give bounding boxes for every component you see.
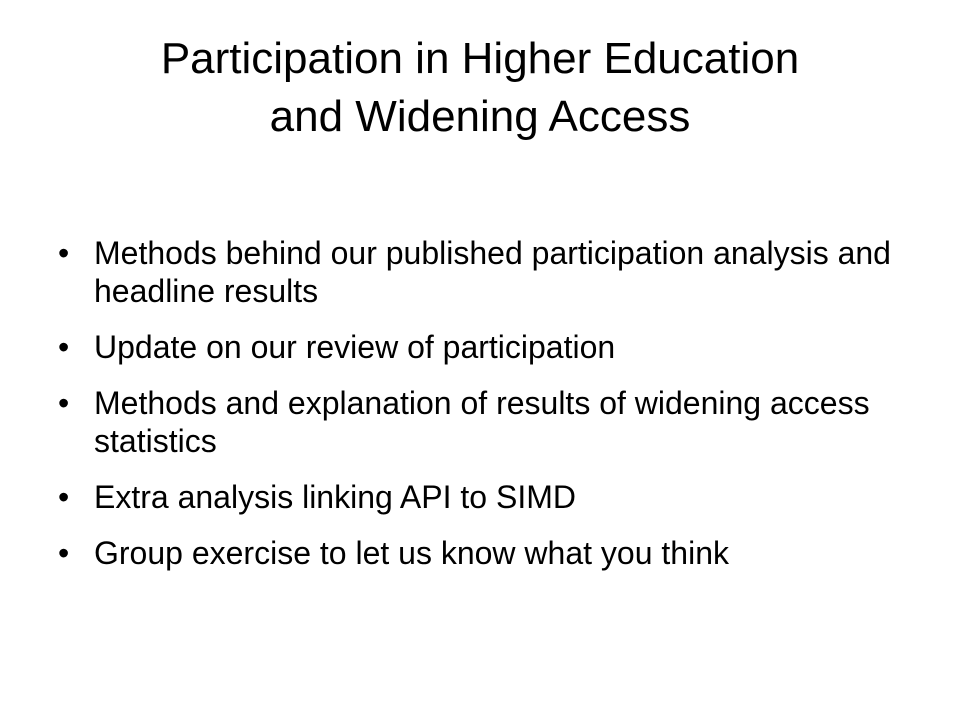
bullet-item [58, 534, 918, 572]
bullet-item [58, 478, 918, 516]
bullet-text: Group exercise to let us know what you think [94, 535, 729, 571]
bullet-item [58, 384, 918, 460]
bullet-point-icon: • [58, 535, 70, 571]
bullet-item [58, 234, 918, 310]
bullet-list [58, 234, 918, 590]
bullet-point-icon: • [58, 385, 70, 421]
bullet-text: Methods behind our published participation analysis and headline results [94, 235, 891, 309]
bullet-text: Methods and explanation of results of widening access statistics [94, 385, 870, 459]
bullet-point-icon: • [58, 235, 70, 271]
slide-title-line-2: and Widening Access [269, 92, 691, 141]
slide-title [0, 30, 960, 146]
bullet-point-icon: • [58, 329, 70, 365]
bullet-point-icon: • [58, 479, 70, 515]
bullet-item [58, 328, 918, 366]
bullet-text: Update on our review of participation [94, 329, 616, 365]
bullet-text: Extra analysis linking API to SIMD [94, 479, 576, 515]
slide-title-line-1: Participation in Higher Education [160, 34, 800, 83]
